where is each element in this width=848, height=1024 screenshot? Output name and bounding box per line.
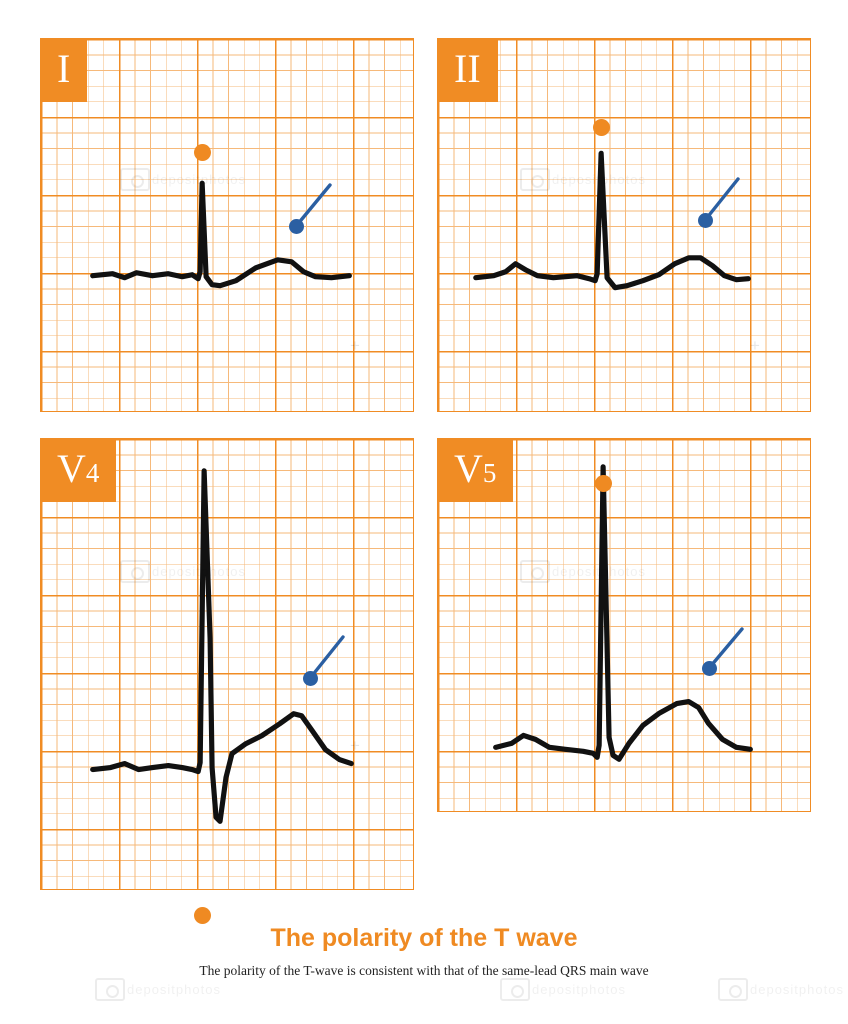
watermark-label: depositphotos (532, 982, 626, 997)
panel-label-subscript: 5 (482, 458, 497, 488)
watermark-label: depositphotos (750, 982, 844, 997)
ecg-panel-lead-1 (40, 38, 414, 412)
t-wave-pointer-lead-1 (41, 39, 415, 413)
watermark-camera-icon (500, 978, 530, 1001)
panel-label-text: V (57, 446, 86, 491)
panel-label-lead-v5 (437, 438, 513, 502)
panel-label-subscript: 4 (85, 458, 100, 488)
panel-label-text: V (454, 446, 483, 491)
watermark-camera-icon (95, 978, 125, 1001)
t-wave-pointer-lead-v4 (41, 439, 415, 891)
panel-label-text: II (454, 46, 481, 91)
figure-title: The polarity of the T wave (270, 924, 578, 952)
ecg-panel-lead-2 (437, 38, 811, 412)
figure-subtitle: The polarity of the T-wave is consistent with that of the same-lead QRS main wave (199, 963, 649, 978)
panel-label-lead-v4 (40, 438, 116, 502)
panel-label-lead-1 (40, 38, 87, 102)
t-wave-marker-dot-lead-2 (698, 213, 713, 228)
watermark-label: depositphotos (127, 982, 221, 997)
qrs-marker-dot-lead-v4 (194, 907, 211, 924)
panel-label-lead-2 (437, 38, 498, 102)
ecg-panel-lead-v5 (437, 438, 811, 812)
t-wave-marker-dot-lead-1 (289, 219, 304, 234)
panel-label-text: I (57, 46, 71, 91)
watermark-camera-icon (718, 978, 748, 1001)
ecg-panel-lead-v4 (40, 438, 414, 890)
t-wave-marker-dot-lead-v5 (702, 661, 717, 676)
t-wave-marker-dot-lead-v4 (303, 671, 318, 686)
